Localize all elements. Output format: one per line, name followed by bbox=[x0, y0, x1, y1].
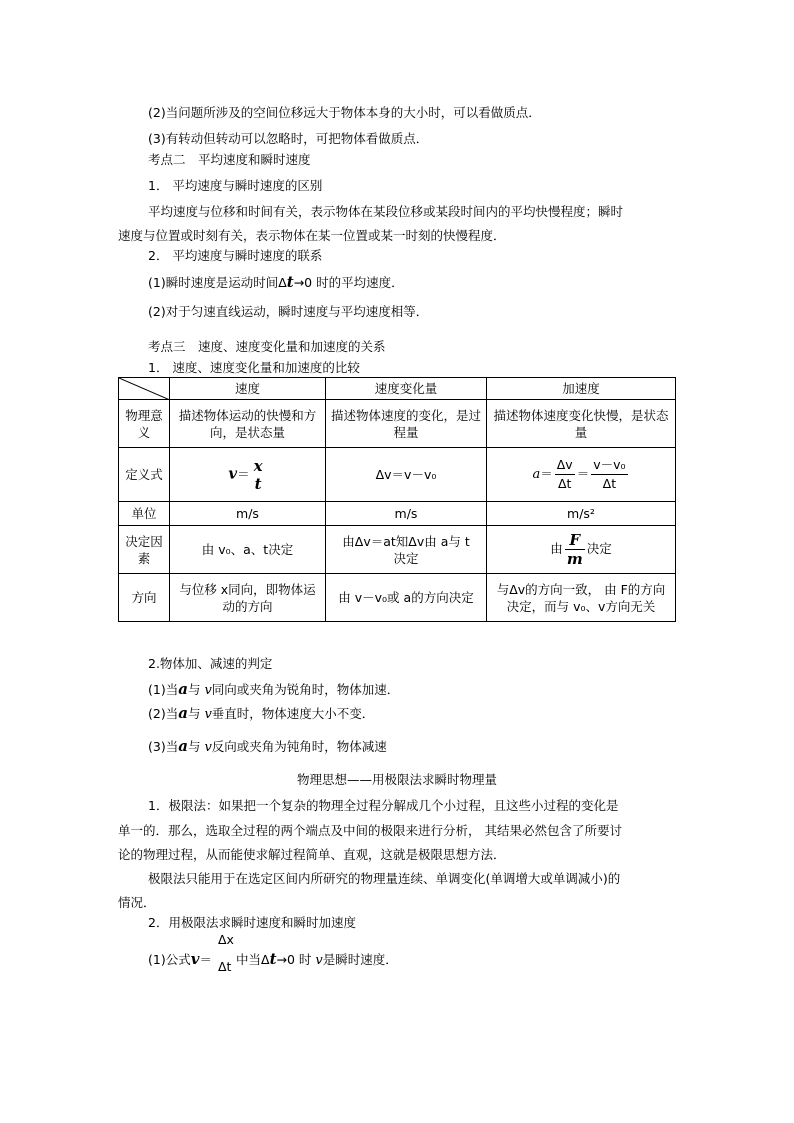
fraction-denominator: Δt bbox=[218, 959, 232, 974]
subheading: 1． 平均速度与瞬时速度的区别 bbox=[148, 178, 323, 193]
text-line: (2)对于匀速直线运动，瞬时速度与平均速度相等． bbox=[148, 304, 429, 319]
text-line bbox=[148, 737, 387, 757]
diagonal-header-cell bbox=[119, 378, 170, 400]
text-line bbox=[148, 273, 404, 292]
fraction bbox=[591, 456, 627, 493]
fraction-denominator: m bbox=[566, 550, 583, 568]
fraction bbox=[555, 456, 575, 493]
subheading: 2．用极限法求瞬时速度和瞬时加速度 bbox=[148, 915, 356, 930]
text-span: →0 时 bbox=[276, 952, 316, 967]
table-cell: m/s bbox=[326, 502, 487, 526]
table-row bbox=[119, 502, 676, 526]
fraction-numerator: Δv bbox=[555, 456, 575, 475]
comparison-table bbox=[118, 377, 676, 622]
table-cell: 描述物体速度的变化，是过程量 bbox=[326, 400, 487, 448]
text-span: 反向或夹角为钝角时，物体减速 bbox=[211, 739, 387, 754]
fraction-numerator: F bbox=[565, 531, 585, 550]
text-span: 由 bbox=[550, 541, 563, 556]
table-cell: 由 v₀、a、t决定 bbox=[170, 526, 326, 574]
math-var: v bbox=[315, 953, 323, 968]
cell-line: 决定 bbox=[393, 550, 419, 566]
table-header-row bbox=[119, 378, 676, 400]
formula-text bbox=[148, 950, 212, 969]
diagonal-line bbox=[119, 378, 170, 400]
math-op: ＝ bbox=[540, 466, 553, 481]
table-cell bbox=[326, 448, 487, 502]
text-span: →0 时的平均速度． bbox=[293, 275, 404, 290]
table-row bbox=[119, 400, 676, 448]
text-line: 论的物理过程，从而能使求解过程简单、直观，这就是极限思想方法． bbox=[118, 847, 506, 862]
row-label: 单位 bbox=[119, 502, 170, 526]
text-span: 与 bbox=[187, 682, 205, 697]
fraction-numerator: v－v₀ bbox=[591, 456, 627, 475]
table-row bbox=[119, 526, 676, 574]
text-span: (3)当 bbox=[148, 739, 179, 754]
text-line: 情况． bbox=[118, 895, 156, 910]
fraction-numerator: x bbox=[253, 456, 263, 475]
section-title: 物理思想——用极限法求瞬时物理量 bbox=[296, 772, 497, 787]
math-var: a bbox=[178, 737, 188, 755]
math-var: a bbox=[178, 704, 188, 722]
table-cell bbox=[326, 526, 487, 574]
text-line: (2)当问题所涉及的空间位移远大于物体本身的大小时，可以看做质点． bbox=[148, 105, 541, 120]
text-line: 平均速度与位移和时间有关，表示物体在某段位移或某段时间内的平均快慢程度；瞬时 bbox=[148, 204, 624, 219]
math-var: t bbox=[286, 273, 294, 291]
math-var: v bbox=[204, 740, 212, 755]
math-op: ＝ bbox=[237, 466, 250, 481]
text-span: 是瞬时速度． bbox=[322, 952, 398, 967]
fraction-numerator: Δx bbox=[218, 932, 234, 947]
table-row bbox=[119, 574, 676, 622]
table-row bbox=[119, 448, 676, 502]
text-span: 中当Δ bbox=[236, 952, 270, 967]
text-span: 同向或夹角为锐角时，物体加速． bbox=[211, 682, 400, 697]
fraction-denominator: Δt bbox=[602, 476, 617, 491]
text-span: (1)瞬时速度是运动时间Δ bbox=[148, 275, 287, 290]
text-line: 极限法只能用于在选定区间内所研究的物理量连续、单调变化(单调增大或单调减小)的 bbox=[148, 871, 621, 886]
cell-line: 由Δv＝at知Δv由 a与 t bbox=[342, 533, 470, 549]
velocity-formula bbox=[170, 448, 326, 502]
text-span: (1)当 bbox=[148, 682, 179, 697]
table-cell: 与位移 x同向，即物体运动的方向 bbox=[170, 574, 326, 622]
text-line bbox=[148, 704, 374, 724]
math-var: t bbox=[269, 950, 277, 968]
fraction-denominator: Δt bbox=[558, 476, 572, 491]
table-cell: m/s bbox=[170, 502, 326, 526]
text-line: (3)有转动但转动可以忽略时，可把物体看做质点． bbox=[148, 131, 429, 146]
table-cell: m/s² bbox=[487, 502, 676, 526]
subheading: 2.物体加、减速的判定 bbox=[148, 656, 273, 671]
math-var: a bbox=[178, 680, 188, 698]
text-line: 单一的．那么，选取全过程的两个端点及中间的极限来进行分析， 其结果必然包含了所要讨 bbox=[118, 823, 622, 838]
fraction bbox=[565, 531, 585, 568]
text-line: 1．极限法：如果把一个复杂的物理全过程分解成几个小过程，且这些小过程的变化是 bbox=[148, 798, 619, 813]
delta-v-formula: Δv＝v－v₀ bbox=[375, 467, 437, 482]
column-header: 速度 bbox=[170, 378, 326, 400]
section-heading: 考点二 平均速度和瞬时速度 bbox=[148, 152, 311, 167]
limit-formula bbox=[148, 930, 448, 978]
fraction-denominator: t bbox=[254, 474, 262, 493]
subheading: 1． 速度、速度变化量和加速度的比较 bbox=[148, 360, 360, 375]
fraction bbox=[252, 457, 265, 493]
text-line bbox=[148, 680, 399, 700]
text-span: 与 bbox=[187, 706, 205, 721]
acceleration-formula bbox=[487, 448, 676, 502]
table-cell: 描述物体运动的快慢和方向，是状态量 bbox=[170, 400, 326, 448]
math-var: v bbox=[204, 707, 212, 722]
table-cell: 由 v－v₀或 a的方向决定 bbox=[326, 574, 487, 622]
math-var: v bbox=[204, 683, 212, 698]
text-line: 速度与位置或时刻有关，表示物体在某一位置或某一时刻的快慢程度． bbox=[118, 228, 506, 243]
table-cell: 与Δv的方向一致， 由 F的方向决定，而与 v₀、v方向无关 bbox=[487, 574, 676, 622]
row-label: 物理意义 bbox=[119, 400, 170, 448]
table-cell: 描述物体速度变化快慢，是状态量 bbox=[487, 400, 676, 448]
table-cell bbox=[487, 526, 676, 574]
math-var: v bbox=[190, 950, 200, 968]
text-span: 垂直时，物体速度大小不变． bbox=[211, 706, 375, 721]
text-span: (2)当 bbox=[148, 706, 179, 721]
text-span: 决定 bbox=[586, 541, 612, 556]
text-span: 与 bbox=[187, 739, 205, 754]
math-var: v bbox=[228, 464, 238, 482]
math-op: ＝ bbox=[576, 466, 590, 481]
section-heading: 考点三 速度、速度变化量和加速度的关系 bbox=[148, 339, 386, 354]
row-label: 方向 bbox=[119, 574, 170, 622]
subheading: 2． 平均速度与瞬时速度的联系 bbox=[148, 248, 323, 263]
column-header: 速度变化量 bbox=[326, 378, 487, 400]
text-span: (1)公式 bbox=[148, 952, 191, 967]
column-header: 加速度 bbox=[487, 378, 676, 400]
math-var: a bbox=[532, 467, 541, 482]
formula-text bbox=[236, 950, 398, 970]
row-label: 定义式 bbox=[119, 448, 170, 502]
math-op: ＝ bbox=[199, 952, 212, 967]
row-label: 决定因素 bbox=[119, 526, 170, 574]
